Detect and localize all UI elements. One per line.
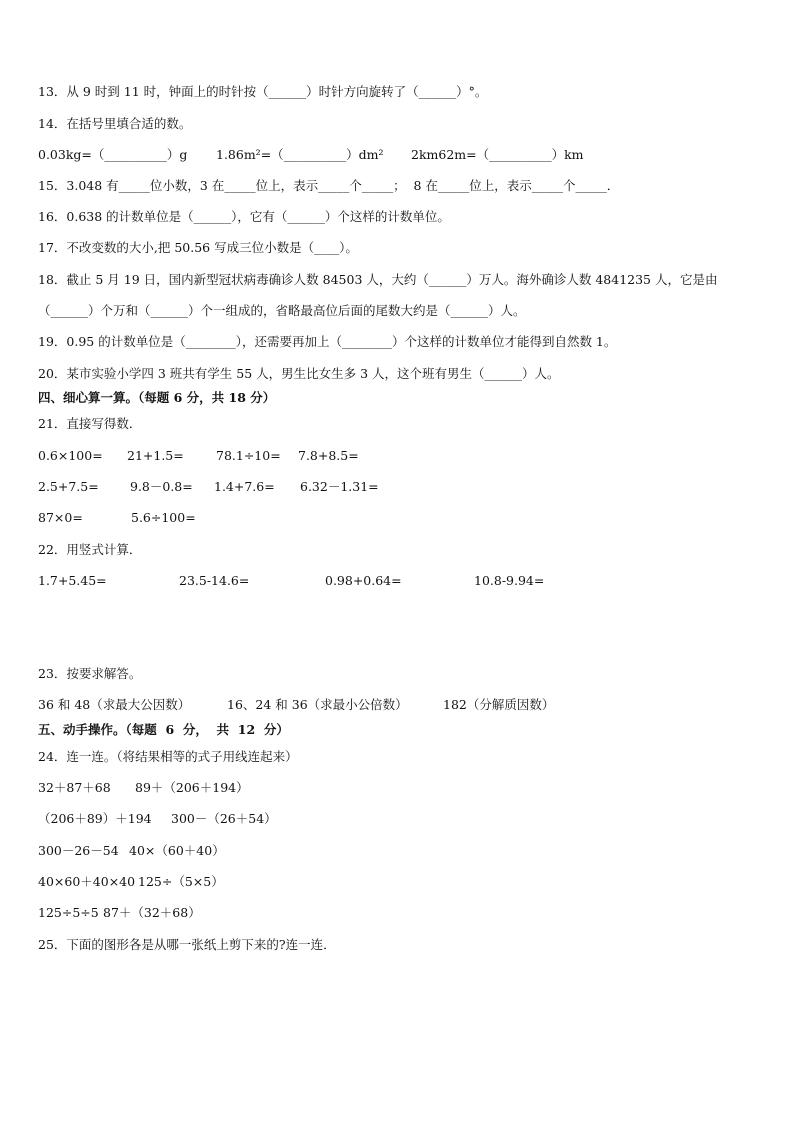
question-15: 15．3.048 有_____位小数，3 在_____位上，表示_____个_____； 8 在_____位上，表示_____个_____． — [38, 178, 620, 193]
solve-item: 182（分解质因数） — [443, 697, 555, 712]
calc-item: 7.8+8.5= — [298, 448, 359, 463]
calc-item: 78.1÷10= — [216, 448, 281, 463]
question-16: 16．0.638 的计数单位是（______），它有（______）个这样的计数单位。 — [38, 209, 450, 224]
vertical-calc-item: 10.8-9.94= — [474, 573, 545, 588]
question-22: 22．用竖式计算． — [38, 542, 142, 557]
question-20: 20．某市实验小学四 3 班共有学生 55 人，男生比女生多 3 人，这个班有男生（______）人。 — [38, 366, 560, 381]
solve-item: 36 和 48（求最大公因数） — [38, 697, 191, 712]
match-left-expression: 32＋87＋68 — [38, 780, 111, 795]
match-left-expression: 300－26－54 — [38, 843, 119, 858]
question-14-item-1: 0.03kg=（__________）g — [38, 147, 188, 162]
vertical-calc-item: 23.5-14.6= — [179, 573, 250, 588]
section-4-heading: 四、细心算一算。（每题 6 分，共 18 分） — [38, 390, 276, 405]
question-17: 17．不改变数的大小,把 50.56 写成三位小数是（____）。 — [38, 240, 358, 255]
match-right-expression: 89＋（206＋194） — [135, 780, 249, 795]
match-left-expression: 40×60＋40×40 — [38, 874, 136, 889]
question-14-item-2: 1.86m²=（__________）dm² — [216, 147, 384, 162]
match-left-expression: （206＋89）＋194 — [38, 811, 152, 826]
vertical-calc-item: 0.98+0.64= — [325, 573, 402, 588]
match-right-expression: 300－（26＋54） — [171, 811, 277, 826]
match-left-expression: 125÷5÷5 — [38, 905, 99, 920]
calc-item: 21+1.5= — [127, 448, 184, 463]
question-21: 21．直接写得数． — [38, 416, 142, 431]
match-right-expression: 125÷（5×5） — [138, 874, 224, 889]
question-19: 19．0.95 的计数单位是（________），还需要再加上（________）个这样的计数单位才能得到自然数 1。 — [38, 334, 617, 349]
vertical-calc-item: 1.7+5.45= — [38, 573, 107, 588]
calc-item: 6.32－1.31= — [300, 479, 379, 494]
calc-item: 0.6×100= — [38, 448, 103, 463]
question-13: 13．从 9 时到 11 时，钟面上的时针按（______）时针方向旋转了（______）°。 — [38, 84, 488, 99]
solve-item: 16、24 和 36（求最小公倍数） — [227, 697, 408, 712]
calc-item: 1.4+7.6= — [214, 479, 275, 494]
match-right-expression: 40×（60＋40） — [129, 843, 225, 858]
section-5-heading: 五、动手操作。（每题 6 分， 共 12 分） — [38, 722, 289, 737]
question-25: 25．下面的图形各是从哪一张纸上剪下来的?连一连． — [38, 937, 336, 952]
calc-item: 87×0= — [38, 510, 83, 525]
question-23: 23．按要求解答。 — [38, 666, 142, 681]
question-14-item-3: 2km62m=（__________）km — [411, 147, 584, 162]
calc-item: 2.5+7.5= — [38, 479, 99, 494]
question-14: 14．在括号里填合适的数。 — [38, 116, 192, 131]
calc-item: 5.6÷100= — [131, 510, 196, 525]
question-24: 24．连一连。（将结果相等的式子用线连起来） — [38, 749, 298, 764]
question-18-line-2: （______）个万和（______）个一组成的，省略最高位后面的尾数大约是（______）人。 — [38, 303, 526, 318]
calc-item: 9.8－0.8= — [130, 479, 193, 494]
question-18-line-1: 18．截止 5 月 19 日，国内新型冠状病毒确诊人数 84503 人，大约（______）万人。海外确诊人数 4841235 人，它是由 — [38, 272, 718, 287]
match-right-expression: 87＋（32＋68） — [103, 905, 201, 920]
